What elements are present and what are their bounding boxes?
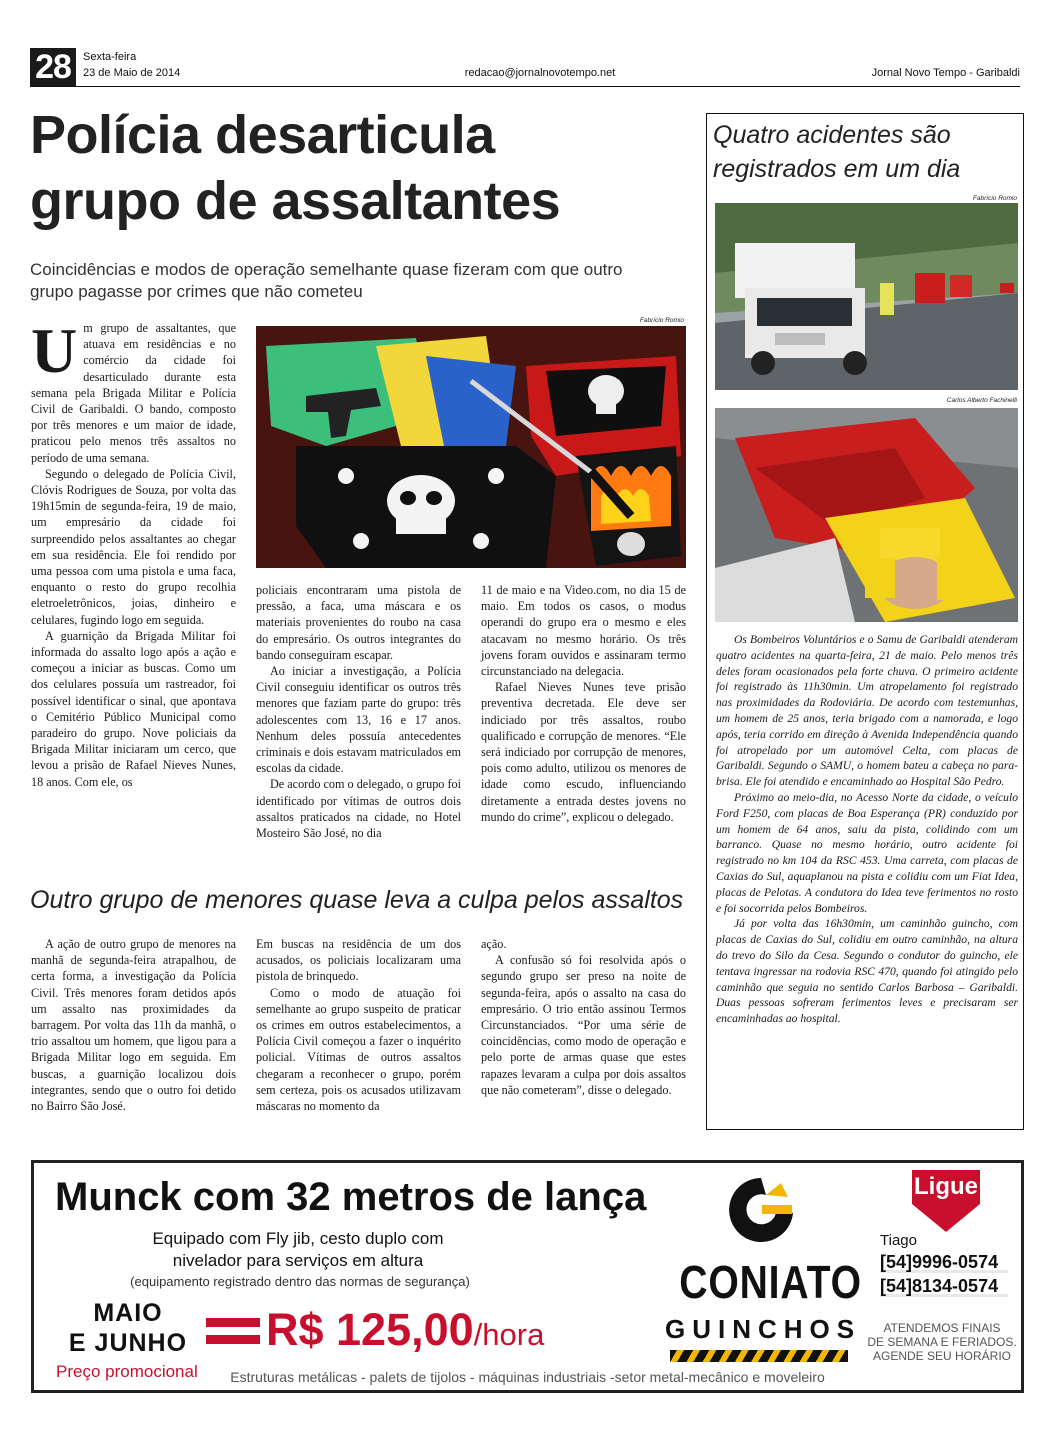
article-paragraph: 11 de maio e na Video.com, no dia 15 de maio. Em todos os casos, o modus operandi do grupo era o mesmo e eles atacavam no mesmo horário. Os três jovens foram ouvidos e assinaram termo circunstanciado na delegacia. — [481, 583, 686, 679]
accident-truck-image — [715, 203, 1018, 390]
second-story-col-1 — [31, 936, 236, 1114]
ad-footer: Estruturas metálicas - palets de tijolos - máquinas industriais -setor metal-mecânico e moveleiro — [230, 1369, 825, 1385]
sidebar-credit-2: Carlos Alberto Fachinelli — [946, 397, 1017, 404]
second-story-col-3 — [481, 936, 686, 1098]
article-col-1 — [31, 315, 236, 790]
brand-subtitle: GUINCHOS — [665, 1314, 862, 1344]
article-col-2 — [256, 582, 461, 841]
equals-bar-bottom — [206, 1335, 260, 1344]
article-paragraph: policiais encontraram uma pistola de pressão, a faca, uma máscara e os materiais provenientes do roubo na casa do empresário. Os outros integrantes do bando conseguiram escapar. — [256, 583, 461, 662]
header-rule — [30, 86, 1020, 87]
ad-price — [266, 1303, 544, 1362]
promo-line-2: E JUNHO — [68, 1329, 188, 1357]
sidebar-title: Quatro acidentes são registrados em um dia — [713, 121, 961, 183]
promo-period — [48, 1298, 208, 1358]
headline — [30, 102, 670, 234]
drop-cap: U — [31, 315, 78, 386]
coniato-logo-icon — [726, 1175, 796, 1245]
article-paragraph: A guarnição da Brigada Militar foi informada do assalto logo após a ação e começou a iniciar as buscas. Como um dos celulares possuía um rastreador, foi possível identificar o sinal, que apontava o Cemitério Público Municipal como paradeiro do grupo. Nove policiais da Brigada Militar iniciaram um cerco, que levou a prisão de Rafael Nieves Nunes, 18 anos. Com ele, os — [31, 628, 236, 789]
article-paragraph: m grupo de assaltantes, que atuava em residências e no comércio da cidade foi desarticulado durante esta semana pela Brigada Militar e Polícia Civil de Garibaldi. O bando, composto por três menores e um maior de idade, praticou pelo menos três assaltos no período de uma semana. — [31, 321, 236, 465]
page-number: 28 — [30, 48, 76, 86]
price-unit: /hora — [473, 1317, 545, 1352]
phone-2[interactable]: [54]8134-0574 — [880, 1276, 1008, 1297]
ad-line-1: Equipado com Fly jib, cesto duplo com — [152, 1229, 444, 1248]
article-paragraph: A ação de outro grupo de menores na manhã de segunda-feira atrapalhou, de certa forma, a investigação da Polícia Civil. Três menores foram detidos após um assalto nas proximidades da barragem. Por volta das 11h da manhã, o trio assaltou um homem, que ligou para a Brigada Militar logo em seguida. Em buscas, a guarnição localizou dois integrantes, sendo que o outro foi detido no Bairro São José. — [31, 937, 236, 1114]
sidebar-credit-1: Fabrício Romio — [972, 195, 1017, 202]
article-paragraph: Em buscas na residência de um dos acusados, os policiais localizaram uma pistola de brinquedo. — [256, 937, 461, 984]
ad-hours — [862, 1321, 1022, 1363]
second-story-col-2 — [256, 936, 461, 1114]
ad-title: Munck com 32 metros de lança — [55, 1175, 647, 1219]
contact-name: Tiago — [880, 1232, 917, 1249]
article-col-3 — [481, 582, 686, 825]
hours-line: AGENDE SEU HORÁRIO — [872, 1349, 1012, 1363]
promo-line-1: MAIO — [93, 1299, 163, 1327]
rescue-photo — [715, 408, 1018, 622]
issue-date: 23 de Maio de 2014 — [83, 67, 181, 79]
accident-truck-photo — [715, 203, 1018, 390]
weekday: Sexta-feira — [83, 51, 137, 63]
equals-bar-top — [206, 1318, 260, 1327]
sidebar-paragraph: Próximo ao meio-dia, no Acesso Norte da cidade, o veículo Ford F250, com placas de Boa Esperança (PR) conduzido por um homem de 64 anos, saiu da pista, colidindo com um barranco. Quase no mesmo horário, outro acidente foi registrado no km 104 da RSC 453. Uma carreta, com placas de Caxias do Sul, aquaplanou na pista e colidiu com um Fiat Idea, placas de Pelotas. A condutora do Idea teve ferimentos no rosto e foi socorrida pelos Bombeiros. — [716, 790, 1018, 915]
ligue-label: Ligue — [914, 1173, 978, 1200]
sidebar-body — [716, 632, 1018, 1027]
seized-items-image — [256, 326, 686, 568]
article-paragraph: De acordo com o delegado, o grupo foi identificado por vítimas de outros dois assaltos praticados na cidade, no Hotel Mosteiro São José, no dia — [256, 777, 461, 841]
headline-line-2: grupo de assaltantes — [30, 171, 561, 231]
price-value: R$ 125,00 — [266, 1304, 474, 1355]
subhead: Coincidências e modos de operação semelhante quase fizeram com que outro grupo pagasse por crimes que não cometeu — [30, 260, 623, 301]
ad-line-3: (equipamento registrado dentro das normas de segurança) — [130, 1274, 470, 1289]
promo-label: Preço promocional — [56, 1362, 198, 1381]
article-paragraph: A confusão só foi resolvida após o segundo grupo ser preso na noite de segunda-feira, após o assalto na casa do empresário. O trio então assinou Termos Circunstanciados. “Por uma série de coincidências, como modo de operação e pelo porte de armas quase que estes rapazes levaram a culpa por dois assaltos que não cometeram”, disse o delegado. — [481, 953, 686, 1097]
second-story-title: Outro grupo de menores quase leva a culpa pelos assaltos — [30, 886, 684, 914]
headline-line-1: Polícia desarticula — [30, 105, 495, 165]
photo-credit: Fabrício Romio — [639, 317, 684, 324]
article-paragraph: Rafael Nieves Nunes teve prisão preventiva decretada. Ele deve ser indiciado por três assaltos, roubo qualificado e corrupção de menores. “Ele será indiciado por corrupção de menores, pois como adulto, utilizou os menores de idade como escudo, influenciando diretamente a entrada destes jovens no mundo do crime”, explicou o delegado. — [481, 680, 686, 824]
sidebar-paragraph: Os Bombeiros Voluntários e o Samu de Garibaldi atenderam quatro acidentes na quarta-feira, 21 de maio. Pelo menos três deles foram ocasionados pela forte chuva. O primeiro acidente foi registrado às 11h30min. Um atropelamento foi registrado nas proximidades da Rodoviária. De acordo com testemunhas, um homem de 25 anos, teria brigado com a namorada, e logo após, teria corrido em direção à Avenida Independência quando foi atropelado por um automóvel Celta, com placas de Garibaldi. Segundo o SAMU, o homem bateu a cabeça no para-brisa. Ele foi atendido e encaminhado ao Hospital São Pedro. — [716, 633, 1018, 789]
article-paragraph: Segundo o delegado de Polícia Civil, Clóvis Rodrigues de Souza, por volta das 19h15min de segunda-feira, 19 de maio, um empresário da cidade foi surpreendido pelos assaltantes ao chegar em sua residência. Ele foi rendido por uma pessoa com uma pistola e uma faca, enquanto o resto do grupo recolhia eletroeletrônicos, joias, dinheiro e celulares, fugindo logo em seguida. — [31, 466, 236, 627]
equals-sign — [206, 1318, 260, 1348]
article-paragraph: Como o modo de atuação foi semelhante ao grupo suspeito de praticar os crimes em outros estabelecimentos, a Polícia Civil começou a fazer o inquérito policial. Vítimas de outros assaltos chegaram a reconhecer o grupo, porém sem certeza, pois os acusados utilizavam máscaras no momento da — [256, 985, 461, 1114]
hazard-stripes — [670, 1350, 848, 1362]
brand-name: CONIATO — [679, 1256, 862, 1308]
ad-line-2: nivelador para serviços em altura — [172, 1251, 424, 1270]
hours-line: DE SEMANA E FERIADOS. — [867, 1335, 1017, 1349]
rescue-image — [715, 408, 1018, 622]
article-paragraph: ação. — [481, 937, 507, 951]
contact-email[interactable]: redacao@jornalnovotempo.net — [464, 67, 616, 79]
sidebar-paragraph: Já por volta das 16h30min, um caminhão guincho, com placas de Caxias do Sul, colidiu em outro caminhão, na altura do trevo do Silo da Cesa. Segundo o condutor do guincho, ele tentava ingressar na rodovia RSC 470, quando foi atingido pelo caminhão que seguia no sentido Carlos Barbosa – Garibaldi. Duas pessoas sofreram ferimentos leves e precisaram ser encaminhadas ao hospital. — [716, 917, 1018, 1026]
newspaper-name: Jornal Novo Tempo - Garibaldi — [871, 67, 1020, 79]
hours-line: ATENDEMOS FINAIS — [883, 1321, 1001, 1335]
article-paragraph: Ao iniciar a investigação, a Polícia Civil conseguiu identificar os outros três menores que faziam parte do grupo: três adolescentes com 13, 16 e 17 anos. Nenhum deles possuía antecedentes criminais e dois estavam matriculados em escolas da cidade. — [256, 664, 461, 776]
seized-items-photo — [256, 326, 686, 568]
phone-1[interactable]: [54]9996-0574 — [880, 1252, 1008, 1273]
